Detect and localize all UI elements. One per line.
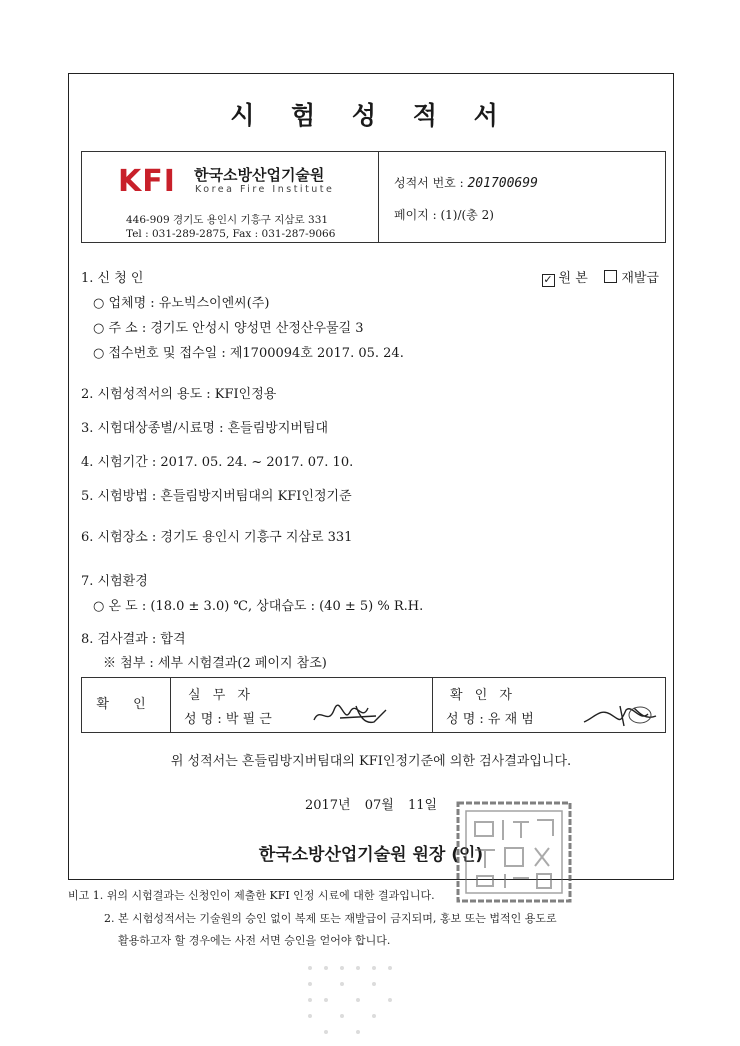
staff-role: 실 무 자 <box>188 688 254 703</box>
note-2: 2. 본 시험성적서는 기술원의 승인 없이 복제 또는 재발급이 금지되며, 홍보 또는 법적인 용도로 <box>104 912 557 925</box>
approver-role: 확 인 자 <box>450 688 516 703</box>
section-sample: 3. 시험대상종별/시료명 : 흔들림방지버팀대 <box>81 421 329 436</box>
section-method: 5. 시험방법 : 흔들림방지버팀대의 KFI인정기준 <box>81 489 352 504</box>
institute-contact: Tel : 031-289-2875, Fax : 031-287-9066 <box>126 228 336 240</box>
watermark-dots <box>300 960 400 1040</box>
institute-name-english: Korea Fire Institute <box>195 184 335 195</box>
confirmation-label: 확 인 <box>82 678 171 732</box>
report-number-handwritten: 201700699 <box>467 176 538 191</box>
page-indicator: 페이지 : (1)/(총 2) <box>394 208 494 222</box>
issue-date: 2017년 07월 11일 <box>304 798 438 813</box>
report-number: 성적서 번호 : 201700699 <box>394 176 538 191</box>
approver-name: 성 명 : 유 재 범 <box>446 712 534 727</box>
approver-signature <box>580 700 660 730</box>
document-title: 시 험 성 적 서 <box>230 101 512 130</box>
section-period: 4. 시험기간 : 2017. 05. 24. ~ 2017. 07. 10. <box>81 455 354 470</box>
section-location: 6. 시험장소 : 경기도 용인시 기흥구 지삼로 331 <box>81 530 353 545</box>
institute-block <box>82 152 379 242</box>
kfi-logo: KFI <box>118 164 176 199</box>
confirmation-table <box>81 677 666 733</box>
result-attachment: ※ 첨부 : 세부 시험결과(2 페이지 참조) <box>103 656 327 671</box>
approver-cell <box>432 678 667 732</box>
section-result: 8. 검사결과 : 합격 <box>81 632 186 647</box>
section-applicant-heading: 1. 신 청 인 <box>81 271 144 286</box>
certificate-statement: 위 성적서는 흔들림방지버팀대의 KFI인정기준에 의한 검사결과입니다. <box>170 754 572 769</box>
staff-signature <box>310 700 390 730</box>
certificate-frame <box>68 73 674 880</box>
issuer-name: 한국소방산업기술원 원장 (인) <box>258 845 484 865</box>
note-2-continued: 활용하고자 할 경우에는 사전 서면 승인을 얻어야 합니다. <box>118 934 391 947</box>
issue-type: ✓ 원 본 재발급 <box>543 271 659 286</box>
official-seal <box>455 800 573 904</box>
applicant-company: ○ 업체명 : 유노빅스이엔씨(주) <box>93 296 270 311</box>
original-checkbox: ✓ <box>543 273 553 286</box>
environment-detail: ○ 온 도 : (18.0 ± 3.0) ℃, 상대습도 : (40 ± 5) % R.H. <box>93 599 424 614</box>
applicant-receipt: ○ 접수번호 및 접수일 : 제1700094호 2017. 05. 24. <box>93 346 404 361</box>
section-environment-heading: 7. 시험환경 <box>81 574 148 589</box>
reissue-checkbox <box>604 270 617 283</box>
institute-address: 446-909 경기도 용인시 기흥구 지삼로 331 <box>126 214 329 226</box>
note-1: 비고 1. 위의 시험결과는 신청인이 제출한 KFI 인정 시료에 대한 결과입니다. <box>68 889 435 902</box>
institute-name-korean: 한국소방산업기술원 <box>194 166 325 184</box>
staff-cell <box>170 678 433 732</box>
applicant-address: ○ 주 소 : 경기도 안성시 양성면 산정산우물길 3 <box>93 321 364 336</box>
section-purpose: 2. 시험성적서의 용도 : KFI인정용 <box>81 387 277 402</box>
header-table <box>81 151 666 243</box>
staff-name: 성 명 : 박 필 근 <box>184 712 272 727</box>
